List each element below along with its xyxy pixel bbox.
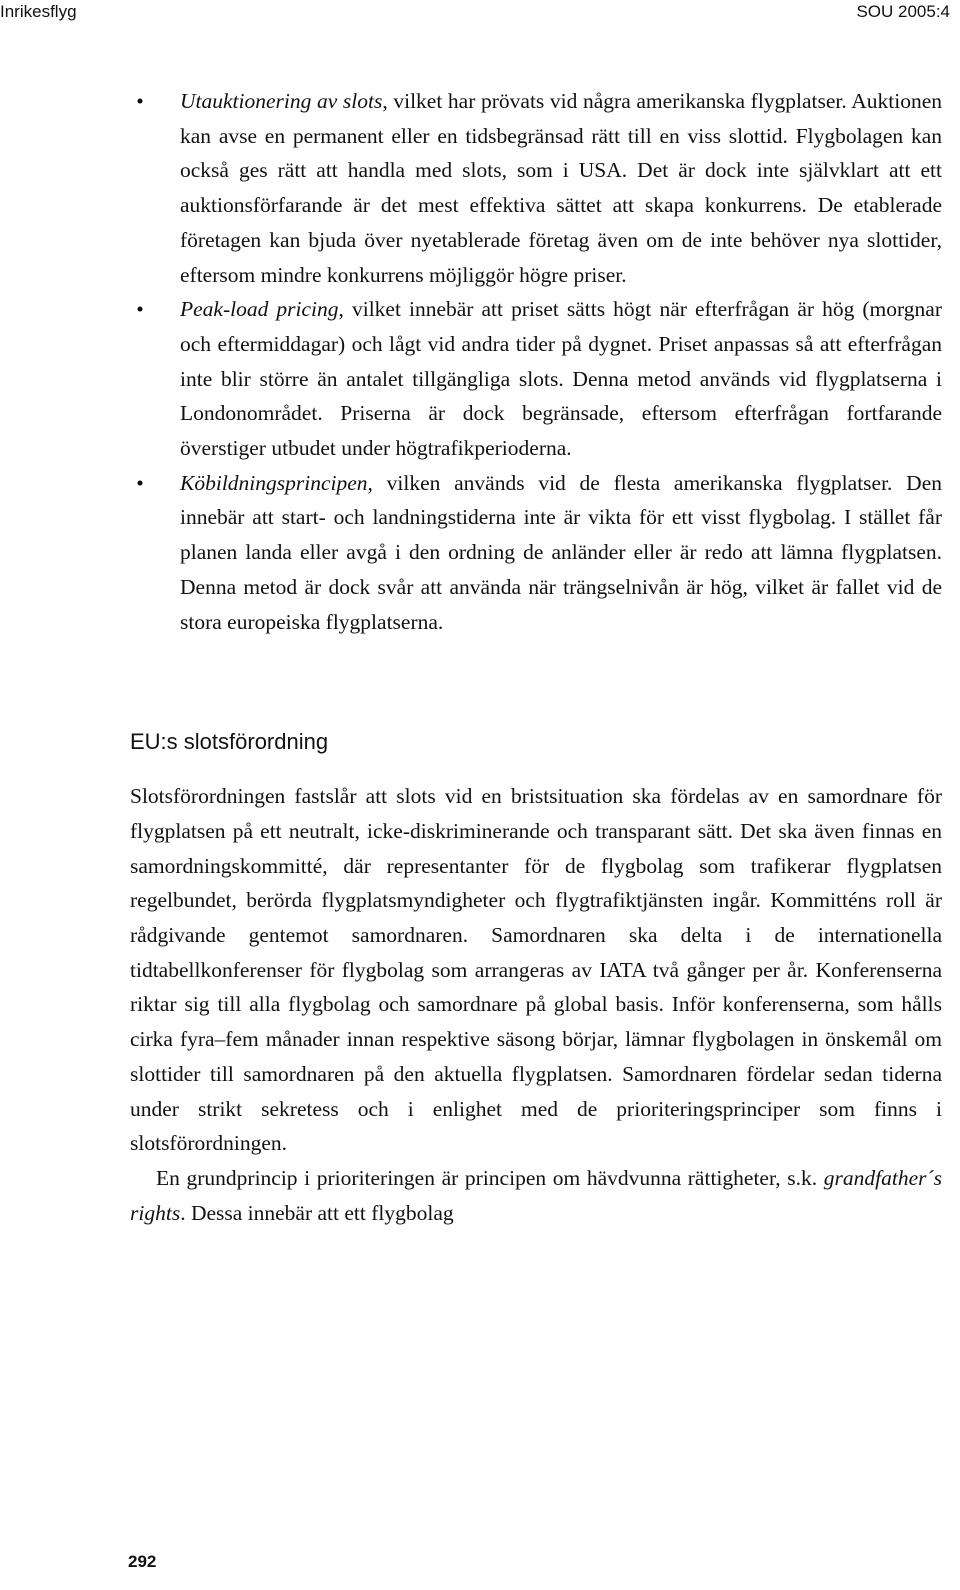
list-item-term: Utauktionering av slots bbox=[180, 89, 383, 113]
paragraph-text-end: . Dessa innebär att ett flygbolag bbox=[180, 1200, 454, 1225]
bullet-list bbox=[130, 84, 942, 639]
paragraph-term: grandfather´s rights bbox=[130, 1165, 942, 1225]
list-item-text: , vilken används vid de flesta amerikanska flygplatser. Den innebär att start- och landningstiderna inte är vikta för ett visst flygbolag. I stället får planen landa eller avgå i den ordning de anländer eller är redo att lämna flygplatsen. Denna metod är dock svår att använda när trängselnivån är hög, vilket är fallet vid de stora europeiska flygplatserna. bbox=[180, 470, 942, 634]
list-item-text: , vilket har prövats vid några amerikanska flygplatser. Auktionen kan avse en permanent eller en tidsbegränsad rätt till en viss slottid. Flygbolagen kan också ges rätt att handla med slots, som i USA. Det är dock inte självklart att ett auktionsförfarande är det mest effektiva sättet att skapa konkurrens. De etablerade företagen kan bjuda över nyetablerade företag även om de inte behöver nya slottider, eftersom mindre konkurrens möjliggör högre priser. bbox=[180, 89, 942, 287]
list-item bbox=[130, 466, 942, 640]
bullet-icon: • bbox=[136, 470, 144, 495]
running-header bbox=[0, 0, 960, 26]
paragraph-text: En grundprincip i prioriteringen är principen om hävdvunna rättigheter, s.k. bbox=[156, 1165, 824, 1190]
section-paragraph-continued bbox=[130, 1161, 942, 1230]
list-item-text: , vilket innebär att priset sätts högt när efterfrågan är hög (morgnar och eftermiddagar) och lågt vid andra tider på dygnet. Priset anpassas så att efterfrågan inte blir större än antalet tillgängliga slots. Denna metod används vid flygplatserna i Londonområdet. Priserna är dock begränsade, eftersom efterfrågan fortfarande överstiger utbudet under högtrafikperioderna. bbox=[180, 297, 942, 461]
page-number: 292 bbox=[128, 1552, 157, 1571]
header-chapter-title: Inrikesflyg bbox=[0, 2, 77, 21]
list-item-term: Köbildningsprincipen bbox=[180, 470, 368, 495]
list-item bbox=[130, 292, 942, 466]
bullet-icon: • bbox=[136, 297, 144, 322]
list-item bbox=[130, 84, 942, 292]
header-document-id: SOU 2005:4 bbox=[856, 2, 950, 21]
page-body bbox=[130, 84, 942, 1230]
section-paragraph: Slotsförordningen fastslår att slots vid en bristsituation ska fördelas av en samordnare för flygplatsen på ett neutralt, icke-diskriminerande och transparant sätt. Det ska även finnas en samordningskommitté, där representanter för de flygbolag som trafikerar flygplatsen regelbundet, berörda flygplatsmyndigheter och flygtrafiktjänsten ingår. Kommitténs roll är rådgivande gentemot samordnaren. Samordnaren ska delta i de internationella tidtabellkonferenser för flygbolag som arrangeras av IATA två gånger per år. Konferenserna riktar sig till alla flygbolag och samordnare på global basis. Inför konferenserna, som hålls cirka fyra–fem månader innan respektive säsong börjar, lämnar flygbolagen in önskemål om slottider till samordnaren på den aktuella flygplatsen. Samordnaren fördelar sedan tiderna under strikt sekretess och i enlighet med de prioriteringsprinciper som finns i slotsförordningen. bbox=[130, 784, 942, 1156]
bullet-icon: • bbox=[136, 89, 144, 113]
list-item-term: Peak-load pricing bbox=[180, 297, 339, 322]
section-heading: EU:s slotsförordning bbox=[130, 729, 329, 755]
